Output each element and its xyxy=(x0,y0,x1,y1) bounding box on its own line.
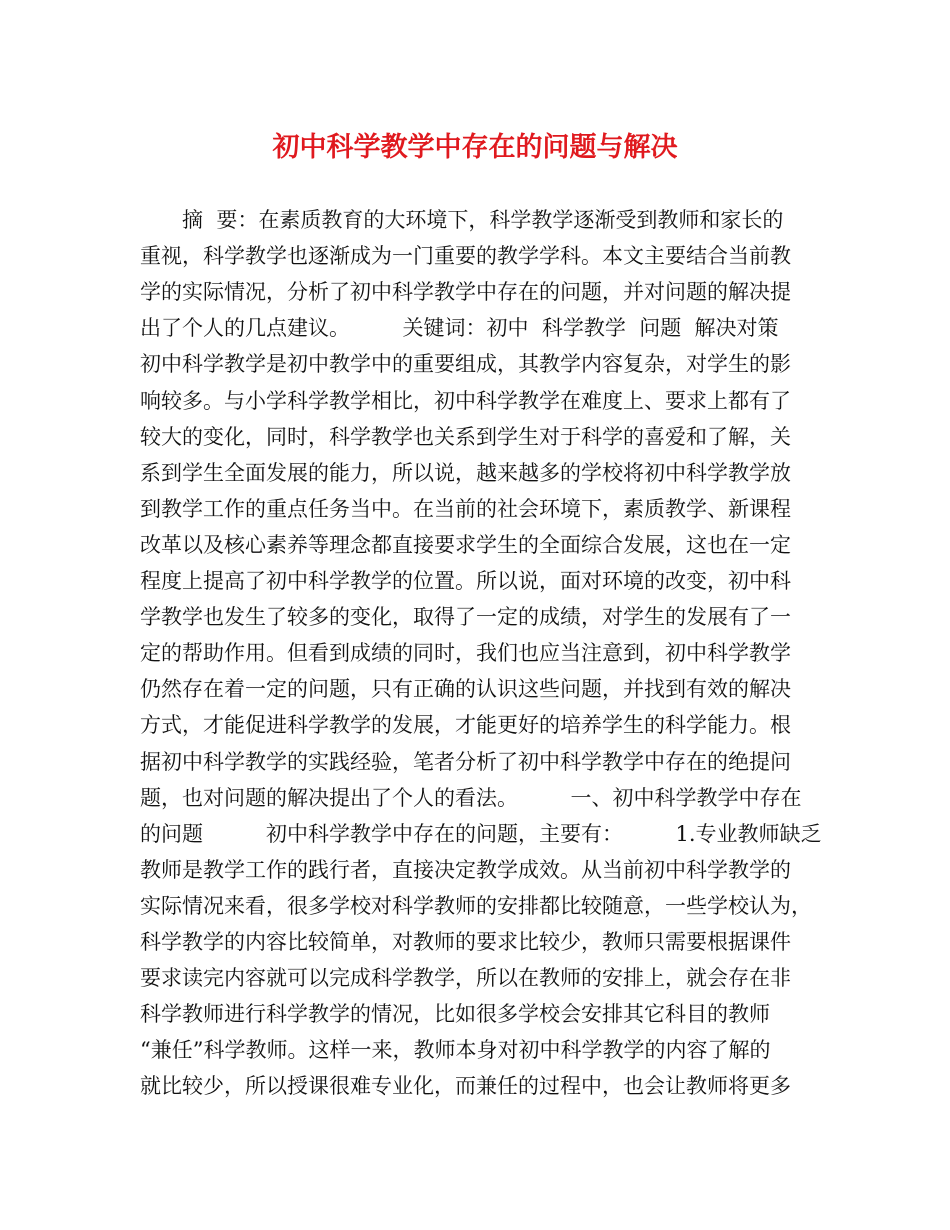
body-line: 响较多。与小学科学教学相比，初中科学教学在难度上、要求上都有了 xyxy=(140,388,791,413)
body-line: 重视，科学教学也逐渐成为一门重要的教学学科。本文主要结合当前教 xyxy=(140,244,791,269)
body-line: 就比较少，所以授课很难专业化，而兼任的过程中，也会让教师将更多 xyxy=(140,1074,791,1099)
body-line: 据初中科学教学的实践经验，笔者分析了初中科学教学中存在的绝提问 xyxy=(140,749,791,774)
body-line: 的问题 初中科学教学中存在的问题，主要有： 1.专业教师缺乏 xyxy=(140,821,822,846)
body-line: 程度上提高了初中科学教学的位置。所以说，面对环境的改变，初中科 xyxy=(140,569,791,593)
body-line: 要求读完内容就可以完成科学教学，所以在教师的安排上，就会存在非 xyxy=(140,966,791,991)
body-line: 实际情况来看，很多学校对科学教师的安排都比较随意，一些学校认为， xyxy=(140,893,812,918)
body-line: 仍然存在着一定的问题，只有正确的认识这些问题，并找到有效的解决 xyxy=(140,677,791,702)
body-line: 方式，才能促进科学教学的发展，才能更好的培养学生的科学能力。根 xyxy=(140,713,791,738)
body-line: “兼任”科学教师。这样一来，教师本身对初中科学教学的内容了解的 xyxy=(140,1038,771,1063)
body-line: 摘 要：在素质教育的大环境下，科学教学逐渐受到教师和家长的 xyxy=(140,208,784,232)
body-line: 学教学也发生了较多的变化，取得了一定的成绩，对学生的发展有了一 xyxy=(140,605,791,630)
body-line: 初中科学教学是初中教学中的重要组成，其教学内容复杂，对学生的影 xyxy=(140,352,791,377)
body-line: 出了个人的几点建议。 关键词：初中 科学教学 问题 解决对策 xyxy=(140,316,779,341)
body-line: 题，也对问题的解决提出了个人的看法。 一、初中科学教学中存在 xyxy=(140,785,802,810)
body-line: 科学教师进行科学教学的情况，比如很多学校会安排其它科目的教师 xyxy=(140,1002,770,1027)
body-line: 学的实际情况，分析了初中科学教学中存在的问题，并对问题的解决提 xyxy=(140,280,791,305)
body-line: 系到学生全面发展的能力，所以说，越来越多的学校将初中科学教学放 xyxy=(140,460,791,485)
body-line: 到教学工作的重点任务当中。在当前的社会环境下，素质教学、新课程 xyxy=(140,496,791,521)
body-line: 教师是教学工作的践行者，直接决定教学成效。从当前初中科学教学的 xyxy=(140,857,791,882)
body-line: 改革以及核心素养等理念都直接要求学生的全面综合发展，这也在一定 xyxy=(140,532,791,557)
body-line: 较大的变化，同时，科学教学也关系到学生对于科学的喜爱和了解，关 xyxy=(140,424,791,449)
document-title: 初中科学教学中存在的问题与解决 xyxy=(272,132,678,163)
body-line: 科学教学的内容比较简单，对教师的要求比较少，教师只需要根据课件 xyxy=(140,930,791,954)
body-line: 定的帮助作用。但看到成绩的同时，我们也应当注意到，初中科学教学 xyxy=(140,641,791,666)
